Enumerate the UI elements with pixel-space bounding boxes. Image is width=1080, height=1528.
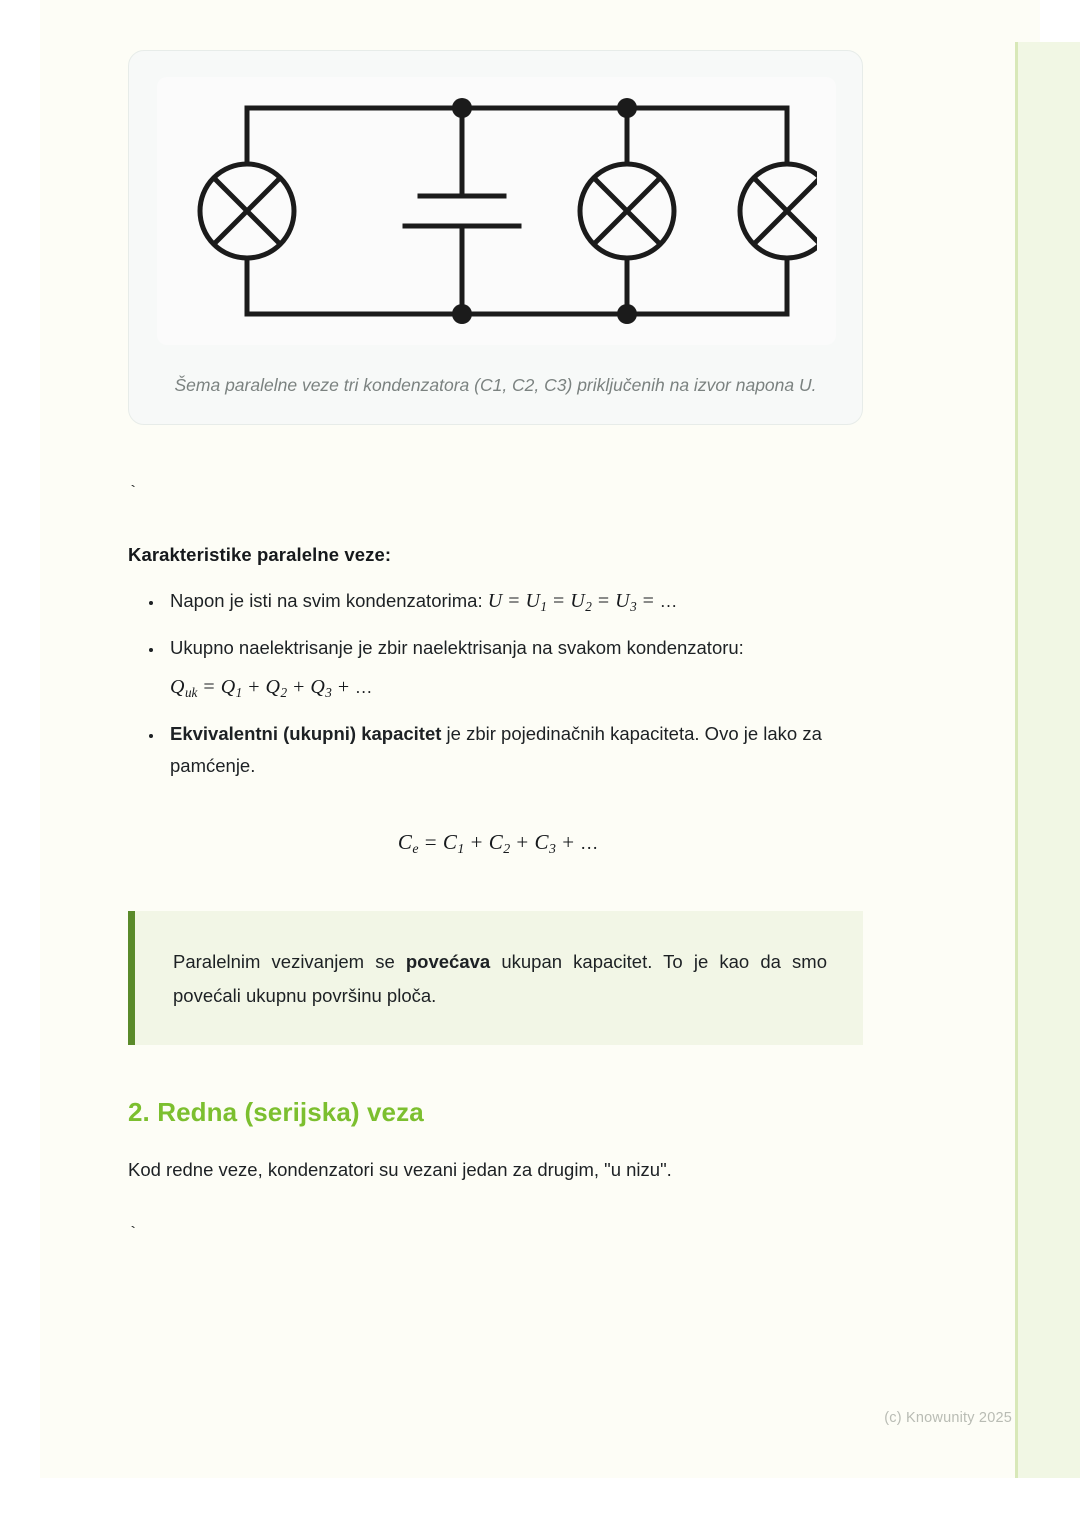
characteristics-list xyxy=(128,584,868,782)
section-body-text: Kod redne veze, kondenzatori su vezani jedan za drugim, "u nizu". xyxy=(128,1159,672,1181)
callout-bold-word: povećava xyxy=(405,950,491,972)
list-item xyxy=(164,718,868,782)
page-sheet xyxy=(40,0,1040,1478)
document-content xyxy=(128,0,868,1243)
bullet-2-text: Ukupno naelektrisanje je zbir naelektrisanja na svakom kondenzatoru: xyxy=(170,637,744,659)
bullet-1-formula: $U = U_1 = U_2 = U_3$ = … xyxy=(487,589,677,614)
stray-backtick-1: ` xyxy=(128,483,139,503)
parallel-capacitor-circuit-icon xyxy=(177,86,817,336)
bullet-1-text: Napon je isti na svim kondenzatorima: xyxy=(170,589,488,611)
list-item xyxy=(164,632,868,704)
section-heading-redna-veza: 2. Redna (serijska) veza xyxy=(128,1097,424,1128)
circuit-diagram-panel xyxy=(157,77,836,345)
stray-backtick-2: ` xyxy=(128,1224,139,1244)
copyright-watermark: (c) Knowunity 2025 xyxy=(884,1410,1012,1426)
figure-card xyxy=(128,50,863,425)
bullet-3-text: je zbir pojedinačnih kapaciteta. Ovo je lako za pamćenje. xyxy=(170,723,822,777)
callout-text-part-2: ukupan kapacitet. To je kao da smo povećali ukupnu površinu ploča. xyxy=(173,950,827,1007)
characteristics-heading: Karakteristike paralelne veze: xyxy=(128,543,392,565)
bullet-3-bold-lead: Ekvivalentni (ukupni) kapacitet xyxy=(170,723,442,745)
equivalent-capacitance-formula-block xyxy=(128,830,868,857)
right-margin-stripe xyxy=(1015,42,1080,1478)
list-item xyxy=(164,584,868,618)
callout-text xyxy=(173,945,827,1013)
callout-text-part-1: Paralelnim vezivanjem se xyxy=(173,950,406,972)
bullet-2-formula: $Q_{uk} = Q_1 + Q_2 + Q_3$ + … xyxy=(170,676,373,700)
figure-caption: Šema paralelne veze tri kondenzatora (C1, C2, C3) priključenih na izvor napona U. xyxy=(174,375,817,395)
equivalent-capacitance-formula: $C_e = C_1 + C_2 + C_3$ + … xyxy=(397,830,599,856)
info-callout xyxy=(128,911,863,1045)
